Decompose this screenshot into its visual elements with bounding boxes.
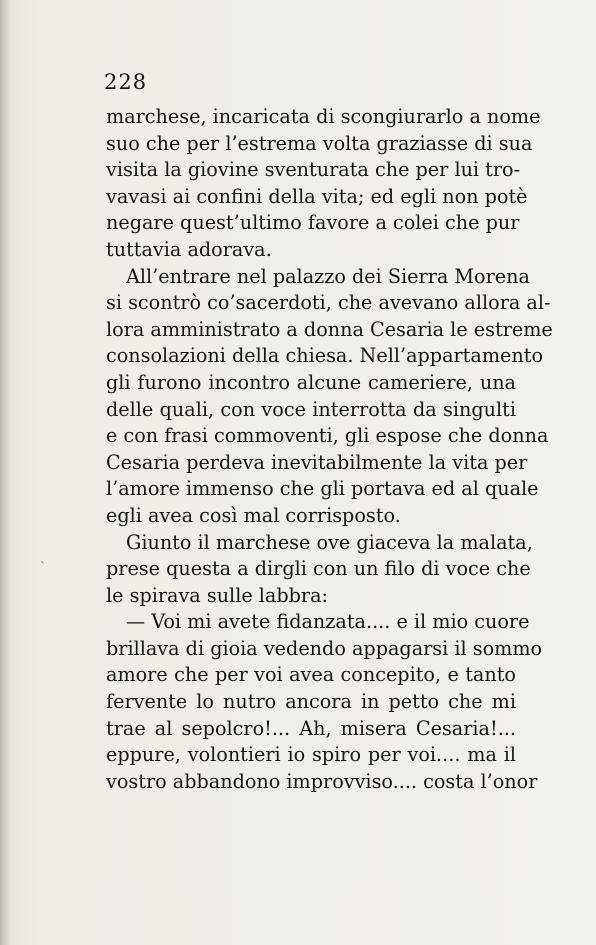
text-line: e con frasi commoventi, gli espose che donna xyxy=(106,424,549,448)
text-line: lora amministrato a donna Cesaria le estreme xyxy=(106,317,553,341)
text-line: trae al sepolcro!... Ah, misera Cesaria!... xyxy=(106,716,516,740)
text-line: eppure, volontieri io spiro per voi.... ma il xyxy=(106,743,516,767)
text-line: amore che per voi avea concepito, e tanto xyxy=(106,663,516,687)
text-line: suo che per l’estrema volta graziasse di sua xyxy=(106,131,533,155)
page-text-block xyxy=(106,104,553,795)
text-line: negare quest’ultimo favore a colei che pur xyxy=(106,211,520,235)
text-line: vavasi ai confini della vita; ed egli non potè xyxy=(106,184,528,208)
margin-mark: ` xyxy=(40,560,46,574)
text-line: si scontrò co’sacerdoti, che avevano allora al- xyxy=(106,291,551,315)
text-line: fervente lo nutro ancora in petto che mi xyxy=(106,690,516,714)
text-line: Giunto il marchese ove giaceva la malata, xyxy=(126,530,533,554)
text-line: All’entrare nel palazzo dei Sierra Morena xyxy=(126,264,530,288)
text-line: prese questa a dirgli con un filo di voce che xyxy=(106,557,531,581)
text-line: delle quali, con voce interrotta da singulti xyxy=(106,397,516,421)
page-gutter-shadow xyxy=(0,0,10,945)
text-line: l’amore immenso che gli portava ed al quale xyxy=(106,477,539,501)
text-line: gli furono incontro alcune cameriere, una xyxy=(106,370,516,394)
text-line: consolazioni della chiesa. Nell’appartamento xyxy=(106,344,544,368)
text-line: marchese, incaricata di scongiurarlo a nome xyxy=(106,105,541,128)
page-number: 228 xyxy=(104,70,148,94)
text-line: brillava di gioia vedendo appagarsi il sommo xyxy=(106,636,543,660)
text-line: Cesaria perdeva inevitabilmente la vita per xyxy=(106,450,528,474)
text-line: egli avea così mal corrisposto. xyxy=(106,503,401,527)
text-line: tuttavia adorava. xyxy=(106,237,272,261)
text-line: visita la giovine sventurata che per lui tro- xyxy=(106,158,521,182)
text-line: — Voi mi avete fidanzata.... e il mio cuore xyxy=(126,610,530,634)
text-line: vostro abbandono improvviso.... costa l’onor xyxy=(106,769,538,793)
text-line: le spirava sulle labbra: xyxy=(106,583,328,607)
